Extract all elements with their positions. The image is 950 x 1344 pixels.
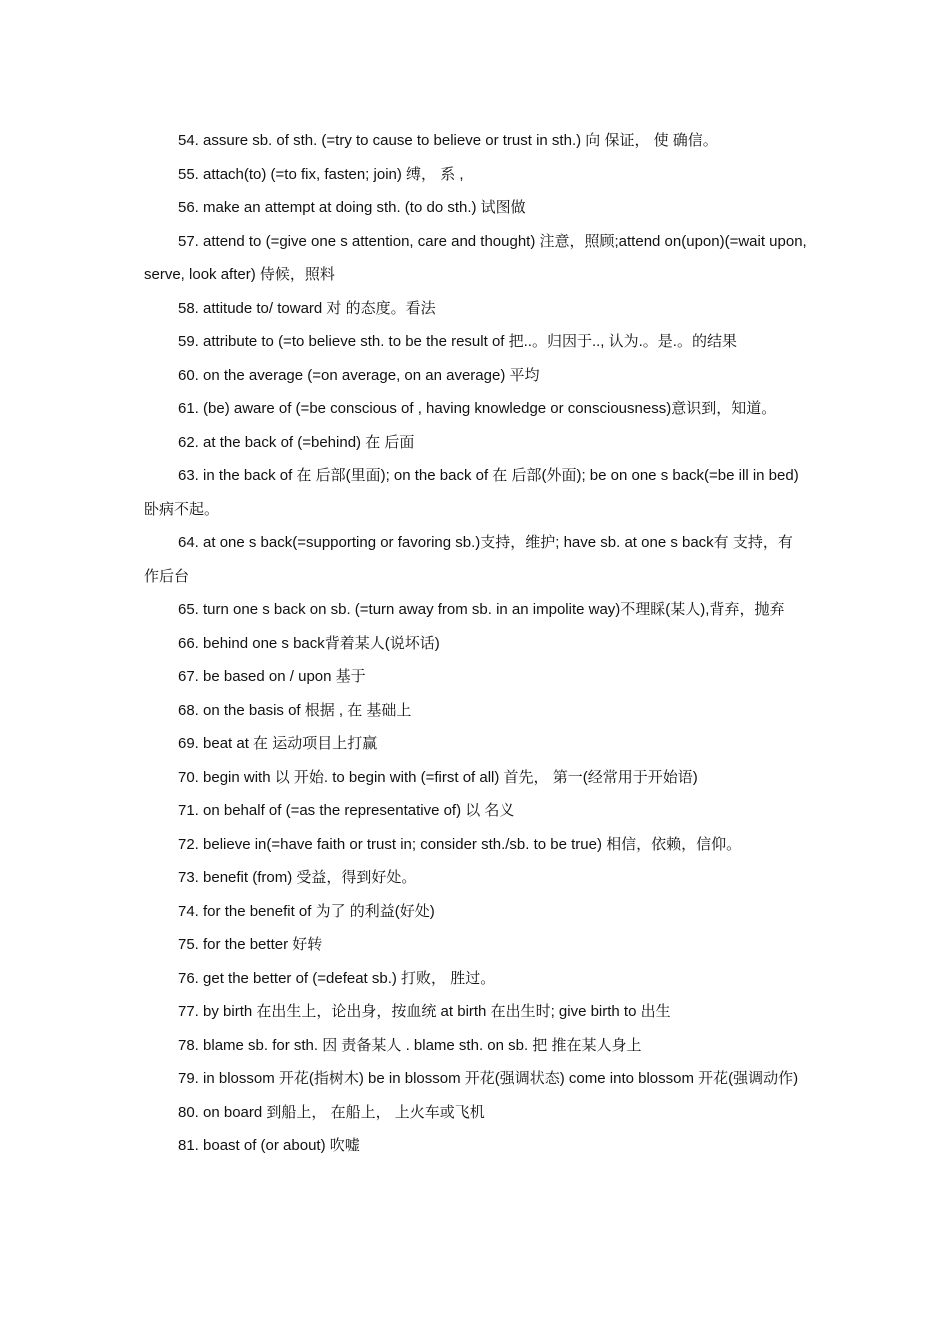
phrase-entry-68: 68. on the basis of 根据 , 在 基础上 [178, 701, 412, 719]
phrase-entry-66: 66. behind one s back背着某人(说坏话) [178, 634, 440, 652]
phrase-entry-54: 54. assure sb. of sth. (=try to cause to believe or trust in sth.) 向 保证， 使 确信。 [178, 132, 718, 149]
phrase-entry-65: 65. turn one s back on sb. (=turn away from sb. in an impolite way)不理睬(某人),背弃，抛弃 [178, 601, 785, 618]
phrase-entry-72: 72. believe in(=have faith or trust in; consider sth./sb. to be true) 相信，依赖，信仰。 [178, 835, 742, 853]
phrase-entry-77: 77. by birth 在出生上，论出身，按血统 at birth 在出生时; give birth to 出生 [178, 1003, 671, 1020]
phrase-entry-58: 58. attitude to/ toward 对 的态度。看法 [178, 299, 436, 317]
phrase-entry-75: 75. for the better 好转 [178, 936, 323, 953]
phrase-entry-76: 76. get the better of (=defeat sb.) 打败， 胜过。 [178, 969, 496, 987]
phrase-entry-55: 55. attach(to) (=to fix, fasten; join) 缚， 系 , [178, 165, 464, 183]
phrase-entry-61: 61. (be) aware of (=be conscious of , having knowledge or consciousness)意识到，知道。 [178, 400, 777, 417]
phrase-entry-60: 60. on the average (=on average, on an average) 平均 [178, 366, 540, 384]
phrase-entry-73: 73. benefit (from) 受益，得到好处。 [178, 869, 417, 886]
phrase-entry-69: 69. beat at 在 运动项目上打赢 [178, 735, 378, 752]
phrase-entry-79: 79. in blossom 开花(指树木) be in blossom 开花(强调状态) come into blossom 开花(强调动作) [178, 1070, 799, 1087]
phrase-entry-63: 63. in the back of 在 后部(里面); on the back of 在 后部(外面); be on one s back(=be ill in bed) 卧病不起。 [144, 467, 799, 518]
phrase-entry-67: 67. be based on / upon 基于 [178, 668, 366, 685]
phrase-entry-57: 57. attend to (=give one s attention, care and thought) 注意，照顾;attend on(upon)(=wait upon, serve, look after) 侍候，照料 [144, 232, 807, 283]
phrase-entry-81: 81. boast of (or about) 吹嘘 [178, 1137, 360, 1154]
phrase-entry-56: 56. make an attempt at doing sth. (to do sth.) 试图做 [178, 199, 526, 216]
phrase-entry-62: 62. at the back of (=behind) 在 后面 [178, 433, 415, 451]
phrase-entry-74: 74. for the benefit of 为了 的利益(好处) [178, 902, 435, 920]
phrase-entry-71: 71. on behalf of (=as the representative of) 以 名义 [178, 802, 515, 819]
phrase-entry-64: 64. at one s back(=supporting or favoring sb.)支持，维护; have sb. at one s back有 支持，有 作后台 [144, 534, 793, 585]
phrase-entry-78: 78. blame sb. for sth. 因 责备某人 . blame sth. on sb. 把 推在某人身上 [178, 1036, 642, 1054]
phrase-entry-70: 70. begin with 以 开始. to begin with (=first of all) 首先， 第一(经常用于开始语) [178, 768, 698, 786]
phrase-entry-80: 80. on board 到船上， 在船上， 上火车或飞机 [178, 1103, 485, 1121]
phrase-list [144, 124, 812, 1163]
phrase-entry-59: 59. attribute to (=to believe sth. to be the result of 把..。归因于.., 认为.。是.。的结果 [178, 333, 737, 350]
